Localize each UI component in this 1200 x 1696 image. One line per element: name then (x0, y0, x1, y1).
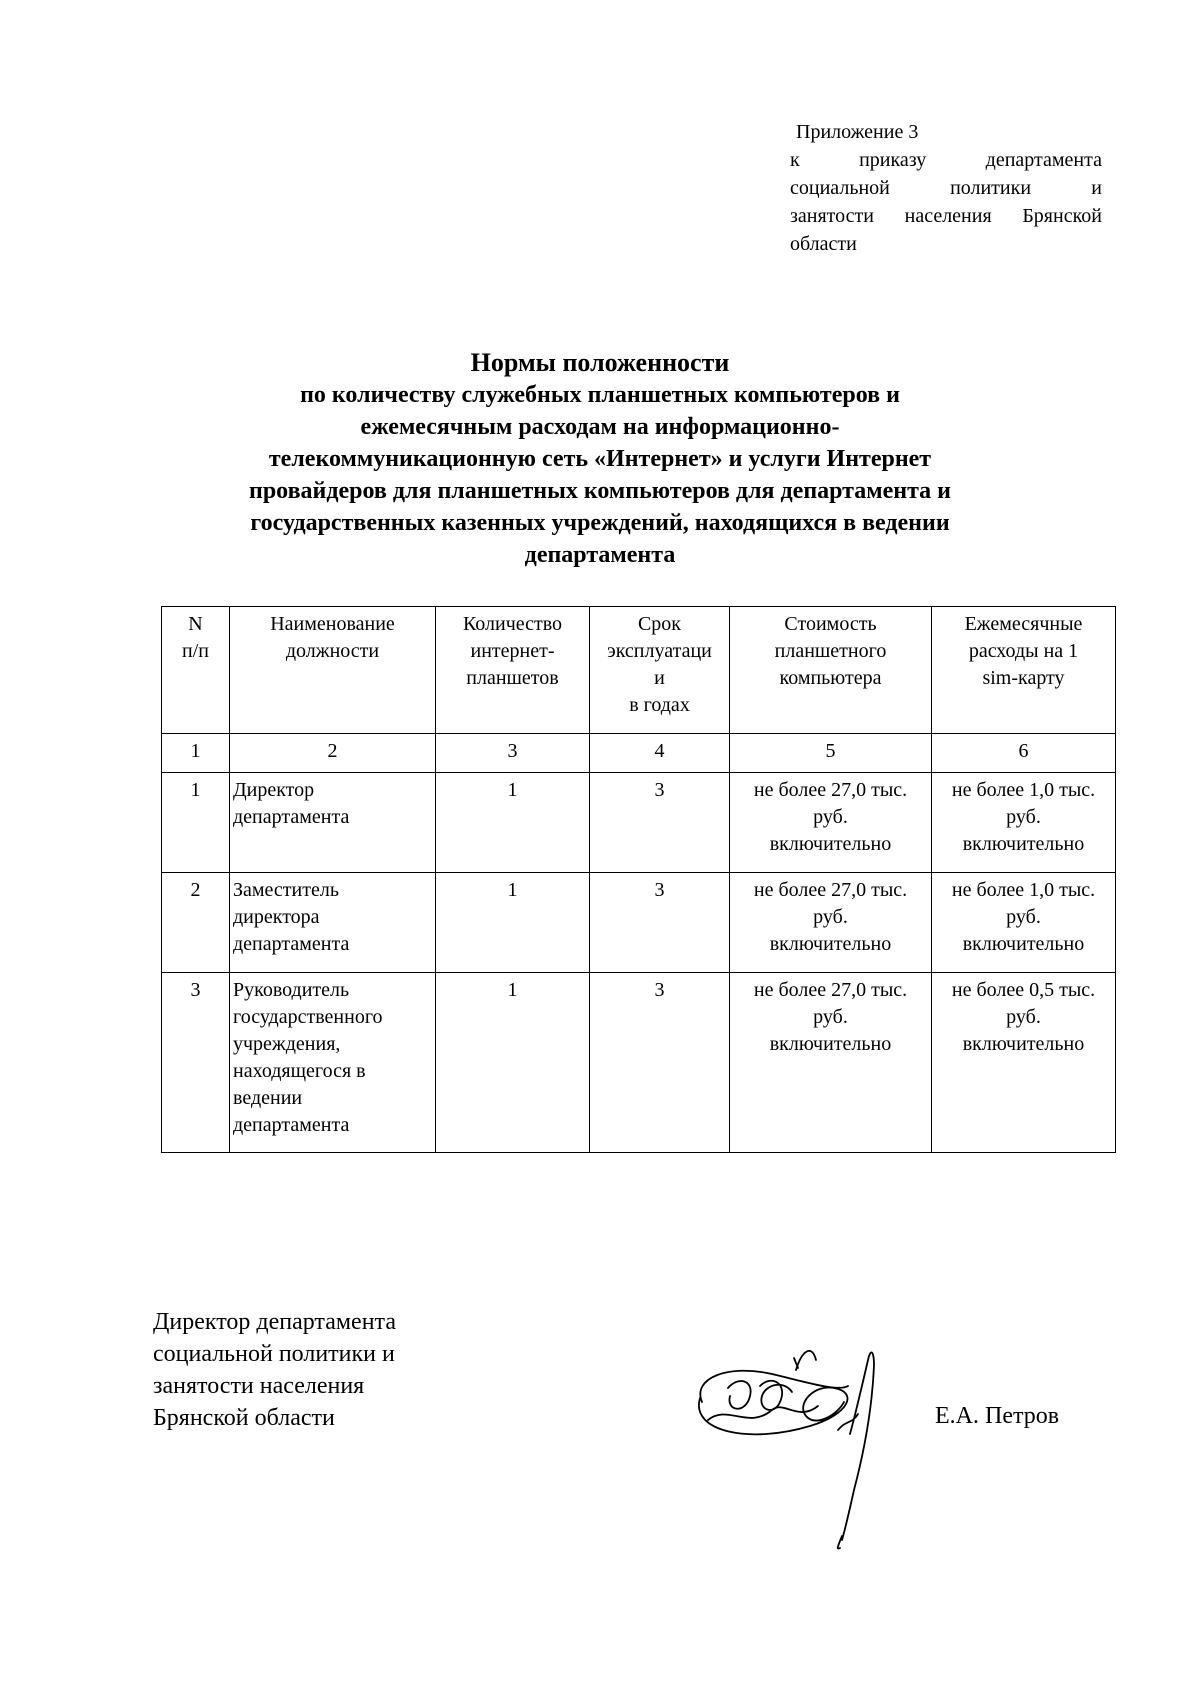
annex-word: департамента (985, 149, 1102, 171)
cell-monthly: не более 1,0 тыс. руб. включительно (932, 773, 1116, 873)
table-number-row (162, 734, 1116, 773)
annex-line (790, 202, 1102, 230)
cell-count: 1 (436, 873, 590, 973)
title-line: по количеству служебных планшетных компьютеров и (300, 382, 900, 408)
annex-line: Приложение 3 (796, 121, 919, 143)
table-header-row (162, 607, 1116, 734)
column-number: 1 (162, 734, 230, 773)
signer-title-line: Директор департамента (153, 1309, 396, 1335)
title-line: ежемесячным расходам на информационно- (360, 414, 840, 440)
annex-word: населения (904, 205, 992, 227)
column-number: 6 (932, 734, 1116, 773)
column-number: 2 (230, 734, 436, 773)
header-cell-monthly: Ежемесячные расходы на 1 sim-карту (932, 607, 1116, 734)
cell-position: Руководитель государственного учреждения, находящегося в ведении департамента (230, 973, 436, 1153)
column-number: 5 (730, 734, 932, 773)
header-cell-term: Срок эксплуатаци и в годах (590, 607, 730, 734)
cell-cost: не более 27,0 тыс. руб. включительно (730, 973, 932, 1153)
header-cell-number: N п/п (162, 607, 230, 734)
annex-note (790, 118, 1102, 258)
column-number: 3 (436, 734, 590, 773)
title-line: провайдеров для планшетных компьютеров для департамента и (248, 478, 951, 504)
title-line: государственных казенных учреждений, находящихся в ведении (250, 510, 950, 536)
norms-table (161, 606, 1116, 1153)
handwritten-signature (688, 1340, 908, 1560)
table-row (162, 873, 1116, 973)
header-cell-count: Количество интернет- планшетов (436, 607, 590, 734)
cell-cost: не более 27,0 тыс. руб. включительно (730, 873, 932, 973)
cell-number: 3 (162, 973, 230, 1153)
annex-word: занятости (790, 205, 874, 227)
annex-word: и (1091, 177, 1102, 199)
title-main: Нормы положенности (470, 348, 730, 377)
cell-count: 1 (436, 973, 590, 1153)
cell-monthly: не более 1,0 тыс. руб. включительно (932, 873, 1116, 973)
column-number: 4 (590, 734, 730, 773)
signer-name: Е.А. Петров (935, 1403, 1060, 1429)
table-row (162, 973, 1116, 1153)
cell-term: 3 (590, 773, 730, 873)
cell-position: Заместитель директора департамента (230, 873, 436, 973)
annex-word: приказу (859, 149, 927, 171)
cell-position: Директор департамента (230, 773, 436, 873)
annex-word: социальной (790, 177, 890, 199)
title-line: телекоммуникационную сеть «Интернет» и услуги Интернет (268, 446, 932, 472)
header-cell-position: Наименование должности (230, 607, 436, 734)
annex-word: Брянской (1022, 205, 1102, 227)
annex-line (790, 146, 1102, 174)
cell-number: 2 (162, 873, 230, 973)
annex-line: области (790, 233, 857, 255)
table-row (162, 773, 1116, 873)
cell-cost: не более 27,0 тыс. руб. включительно (730, 773, 932, 873)
cell-count: 1 (436, 773, 590, 873)
signer-title-line: социальной политики и (153, 1341, 395, 1367)
cell-term: 3 (590, 973, 730, 1153)
annex-word: к (790, 149, 800, 171)
signer-title-line: Брянской области (153, 1405, 335, 1431)
cell-term: 3 (590, 873, 730, 973)
annex-line (790, 174, 1102, 202)
cell-number: 1 (162, 773, 230, 873)
header-cell-cost: Стоимость планшетного компьютера (730, 607, 932, 734)
signer-title (153, 1306, 396, 1434)
document-title (150, 347, 1050, 571)
signer-title-line: занятости населения (153, 1373, 365, 1399)
title-line: департамента (524, 542, 676, 568)
cell-monthly: не более 0,5 тыс. руб. включительно (932, 973, 1116, 1153)
annex-word: политики (950, 177, 1032, 199)
